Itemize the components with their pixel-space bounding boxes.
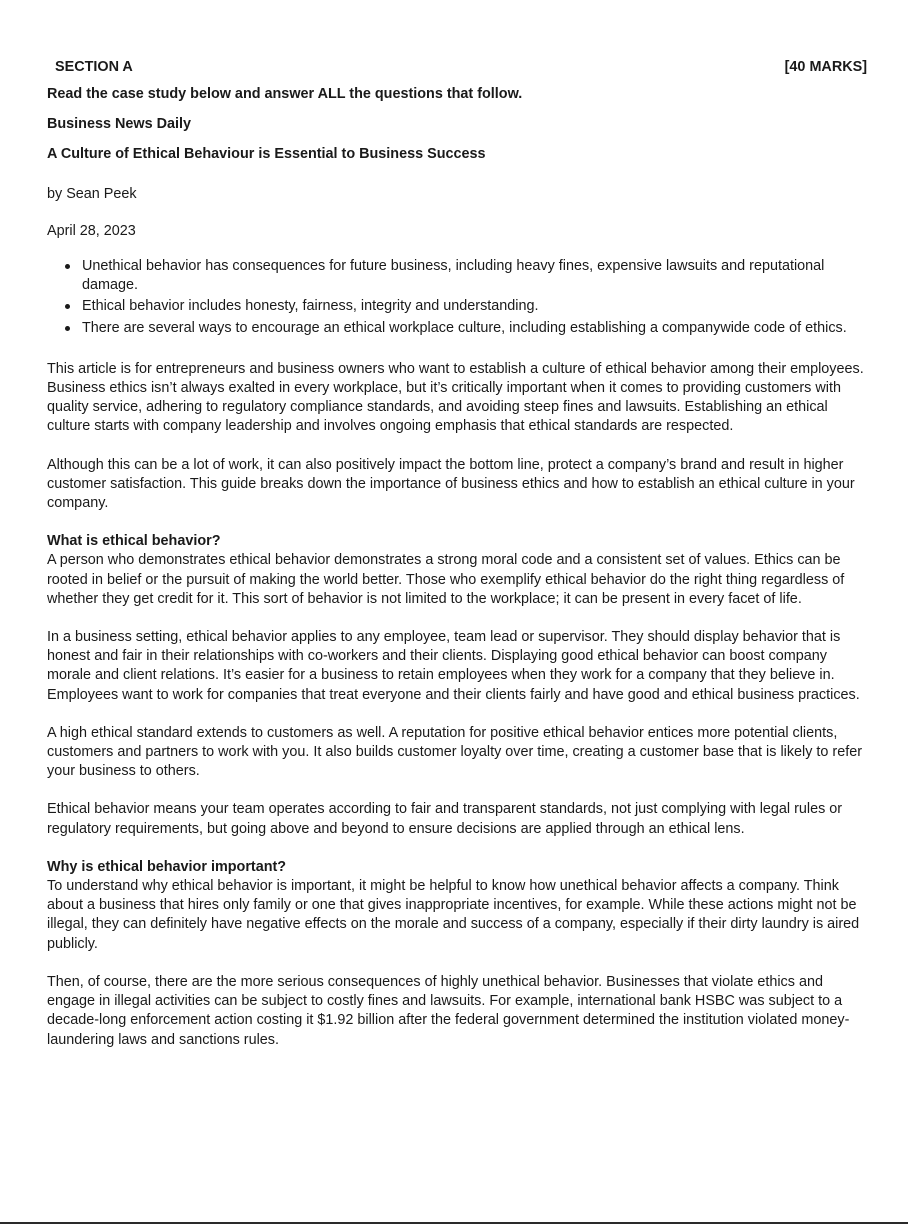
body-paragraph: A person who demonstrates ethical behavior demonstrates a strong moral code and a consistent set of values. Ethics can be rooted in belief or the pursuit of making the world better. Those who exemplify ethical behavior do the right thing regardless of whether they get credit for it. This sort of behavior is not limited to the workplace; it can be present in every facet of life.	[47, 552, 845, 607]
article-author: by Sean Peek	[47, 186, 137, 202]
section-heading: Why is ethical behavior important?	[47, 858, 287, 875]
list-item-text: There are several ways to encourage an ethical workplace culture, including establishing a companywide code of ethics.	[82, 319, 847, 336]
list-item	[65, 257, 873, 295]
article-title: A Culture of Ethical Behaviour is Essential to Business Success	[47, 146, 486, 162]
marks-label: [40 MARKS]	[784, 59, 867, 75]
bullet-dot-icon	[65, 304, 70, 309]
article-date: April 28, 2023	[47, 223, 136, 239]
list-item-text: Ethical behavior includes honesty, fairness, integrity and understanding.	[82, 298, 539, 315]
document-content	[47, 55, 873, 1050]
body-paragraph: A high ethical standard extends to customers as well. A reputation for positive ethical behavior entices more potential clients, customers and partners to work with you. It also builds customer loyalty over time, creating a customer base that is likely to refer your business to others.	[47, 724, 863, 780]
section-header-row	[47, 55, 873, 79]
section-label: SECTION A	[55, 59, 133, 75]
body-paragraph: In a business setting, ethical behavior applies to any employee, team lead or supervisor. They should display behavior that is honest and fair in their relationships with co-workers and their clients. Displaying good ethical behavior can boost company morale and client relations. It’s easier for a business to retain employees when they work for a company that they believe in. Employees want to work for companies that treat everyone and their clients fairly and have good and ethical business practices.	[47, 629, 860, 703]
bullet-dot-icon	[65, 264, 70, 269]
intro-paragraph: Business ethics isn’t always exalted in every workplace, but it’s critically important when it comes to providing customers with quality service, adhering to regulatory compliance standards, and avoiding steep fines and lawsuits. Establishing an ethical culture starts with company leadership and involves ongoing emphasis that ethical standards are respected.	[47, 380, 841, 435]
body-paragraph: To understand why ethical behavior is important, it might be helpful to know how unethical behavior affects a company. Think about a business that hires only family or one that gives inappropriate incentives, for example. While these actions might not be illegal, they can definitely have negative effects on the morale and success of a company, especially if their dirty laundry is aired publicly.	[47, 878, 860, 952]
list-item	[65, 297, 873, 316]
body-paragraph: Ethical behavior means your team operates according to fair and transparent standards, not just complying with legal rules or regulatory requirements, but going above and beyond to ensure decisions are applied through an ethical lens.	[47, 801, 843, 837]
instruction-text: Read the case study below and answer ALL the questions that follow.	[47, 86, 523, 102]
publication-name: Business News Daily	[47, 116, 191, 132]
intro-paragraph: Although this can be a lot of work, it can also positively impact the bottom line, protect a company’s brand and result in higher customer satisfaction. This guide breaks down the importance of business ethics and how to establish an ethical culture in your company.	[47, 456, 855, 512]
bullet-dot-icon	[65, 326, 70, 331]
section-heading: What is ethical behavior?	[47, 533, 221, 550]
list-item-text: Unethical behavior has consequences for future business, including heavy fines, expensive lawsuits and reputational damage.	[82, 258, 825, 294]
key-points-list	[47, 257, 873, 338]
list-item	[65, 319, 873, 338]
intro-paragraph: This article is for entrepreneurs and business owners who want to establish a culture of ethical behavior among their employees.	[47, 360, 864, 377]
page-bottom-rule	[0, 1222, 908, 1224]
body-paragraph: Then, of course, there are the more serious consequences of highly unethical behavior. Businesses that violate ethics and engage in illegal activities can be subject to costly fines and lawsuits. For example, international bank HSBC was subject to a decade-long enforcement action costing it $1.92 billion after the federal government determined the institution violated money-laundering laws and sanctions rules.	[47, 973, 850, 1048]
